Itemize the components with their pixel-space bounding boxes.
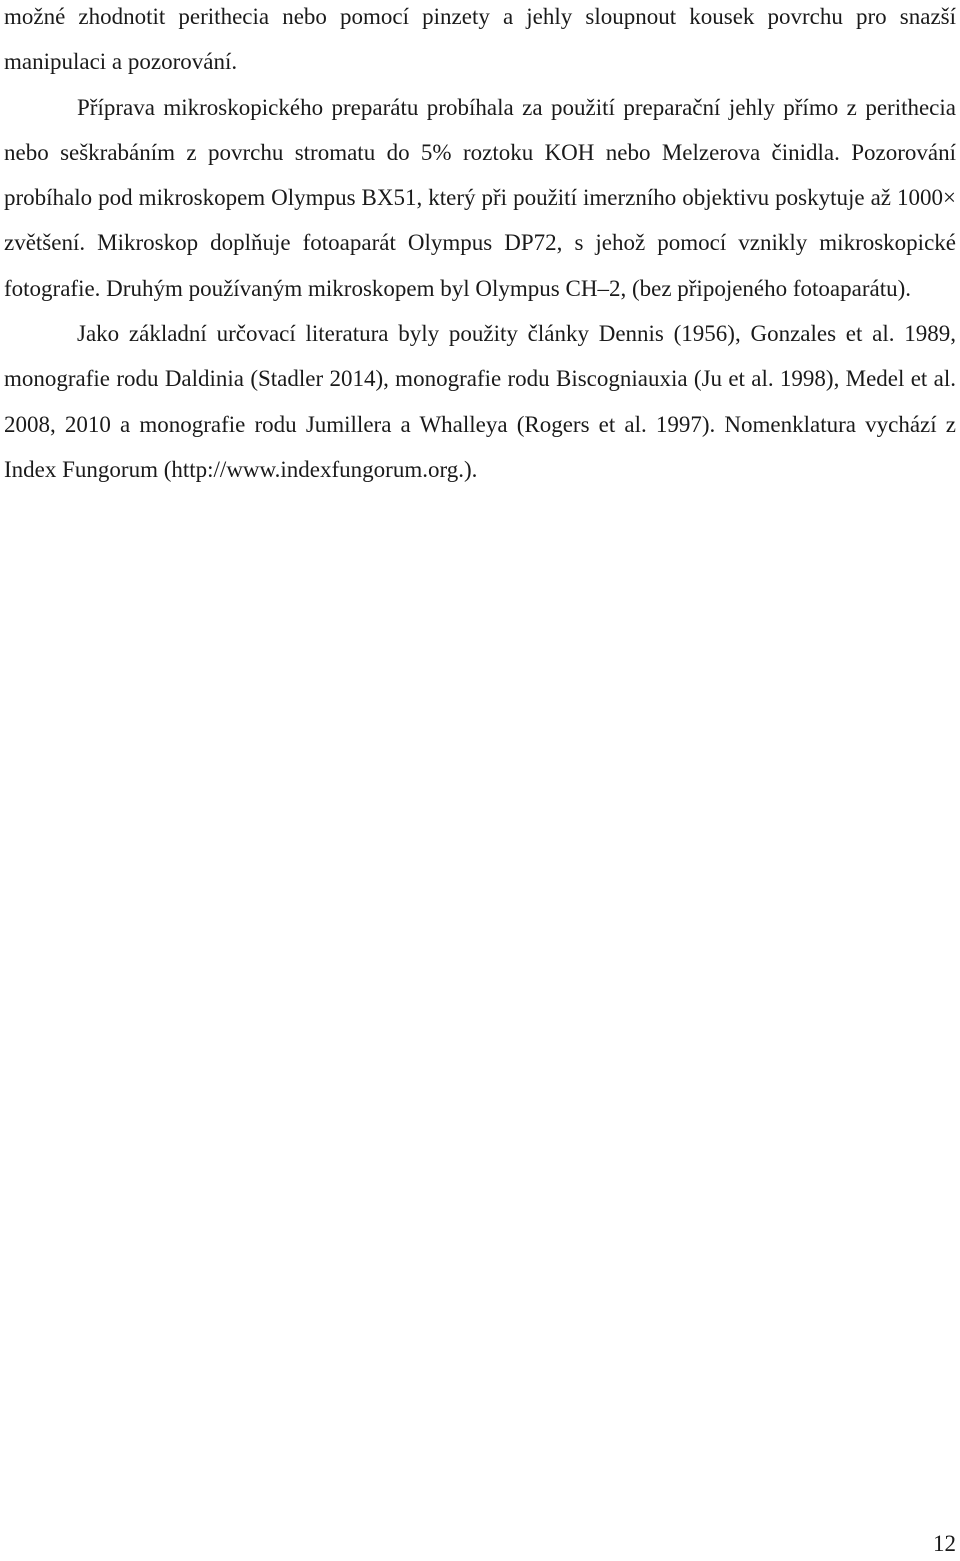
paragraph-literature: Jako základní určovací literatura byly použity články Dennis (1956), Gonzales et al. 1989, monografie rodu Daldinia (Stadler 2014), monografie rodu Biscogniauxia (Ju et al. 1998), Medel et al. 2008, 2010 a monografie rodu Jumillera a Whalleya (Rogers et al. 1997). Nomenklatura vychází z Index Fungorum (http://www.indexfungorum.org.). xyxy=(4,321,956,482)
paragraph-continuation: možné zhodnotit perithecia nebo pomocí pinzety a jehly sloupnout kousek povrchu pro snazší manipulaci a pozorování. xyxy=(4,4,956,75)
body-text xyxy=(4,0,956,492)
page-number: 12 xyxy=(933,1531,956,1556)
paragraph-preparation: Příprava mikroskopického preparátu probíhala za použití preparační jehly přímo z perithecia nebo seškrabáním z povrchu stromatu do 5% roztoku KOH nebo Melzerova činidla. Pozorování probíhalo pod mikroskopem Olympus BX51, který při použití imerzního objektivu poskytuje až 1000× zvětšení. Mikroskop doplňuje fotoaparát Olympus DP72, s jehož pomocí vznikly mikroskopické fotografie. Druhým používaným mikroskopem byl Olympus CH–2, (bez připojeného fotoaparátu). xyxy=(4,94,956,301)
